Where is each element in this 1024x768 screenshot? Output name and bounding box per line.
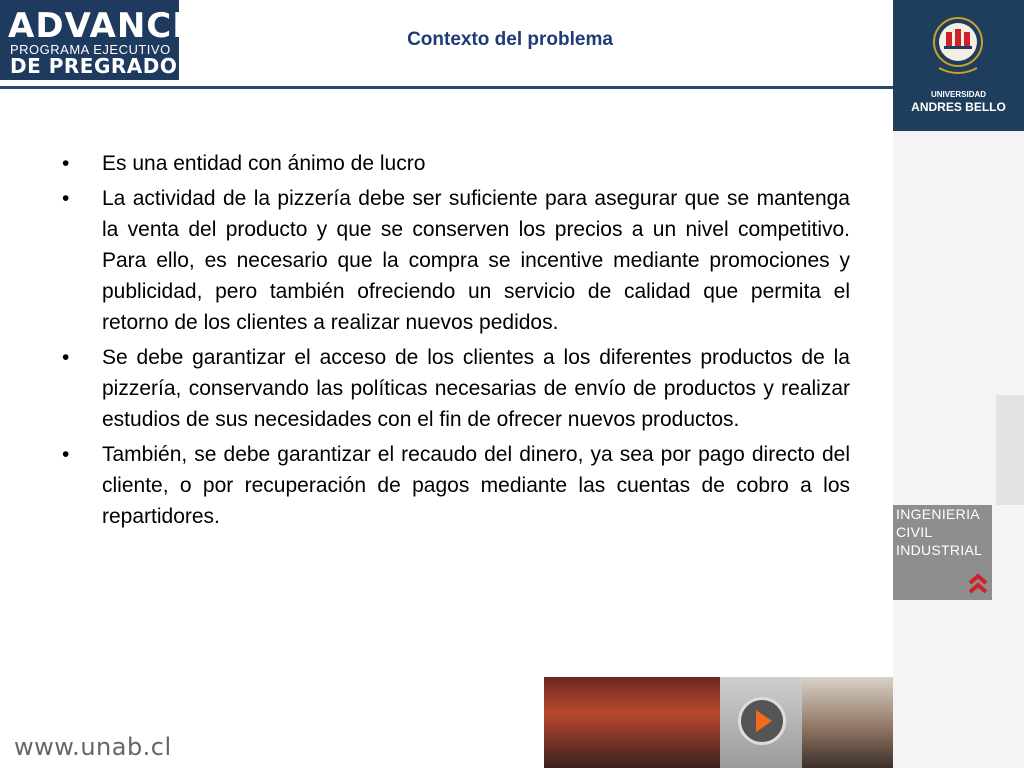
bullet-text: La actividad de la pizzería debe ser suficiente para asegurar que se mantenga la venta del producto y que se conserven los precios a un nivel competitivo. Para ello, es necesario que la compra se incentive mediante promociones y publicidad, pero también ofreciendo un servicio de calidad que permita el retorno de los clientes a realizar nuevos pedidos. [102,187,850,334]
advance-logo [0,0,197,80]
double-chevron-up-icon [968,573,988,595]
header-divider [0,86,893,89]
faculty-line1: INGENIERIA [896,506,980,522]
bullet-list [58,148,850,536]
bullet-dot: • [62,187,70,210]
bullet-text: Se debe garantizar el acceso de los clientes a los diferentes productos de la pizzería, conservando las políticas necesarias de envío de productos y realizar estudios de sus necesidades con el fin de ofrecer nuevos productos. [102,346,850,431]
bullet-item [58,148,850,179]
logo-subtitle: PROGRAMA EJECUTIVO [10,42,171,57]
bullet-dot: • [62,346,70,369]
bullet-text: También, se debe garantizar el recaudo del dinero, ya sea por pago directo del cliente, o por recuperación de pagos mediante las cuentas de cobro a los repartidores. [102,443,850,528]
logo-title: ADVANCE [8,6,197,46]
video-player-photo [720,677,802,768]
university-name-line2: ANDRES BELLO [911,100,1006,114]
play-icon [738,697,786,745]
footer-website: www.unab.cl [14,733,172,761]
bullet-dot: • [62,443,70,466]
bullet-item [58,183,850,338]
students-photo [544,677,720,768]
group-photo [802,677,893,768]
bullet-text: Es una entidad con ánimo de lucro [102,152,426,175]
university-seal-icon [931,16,986,84]
university-name-line1: UNIVERSIDAD [930,90,987,99]
bullet-item [58,439,850,532]
slide-title: Contexto del problema [407,29,613,50]
bullet-dot: • [62,152,70,175]
logo-subtitle-2: DE PREGRADO [10,54,178,78]
faculty-line2: CIVIL [896,524,933,540]
bullet-item [58,342,850,435]
faculty-line3: INDUSTRIAL [896,542,983,558]
side-accent [996,395,1024,505]
